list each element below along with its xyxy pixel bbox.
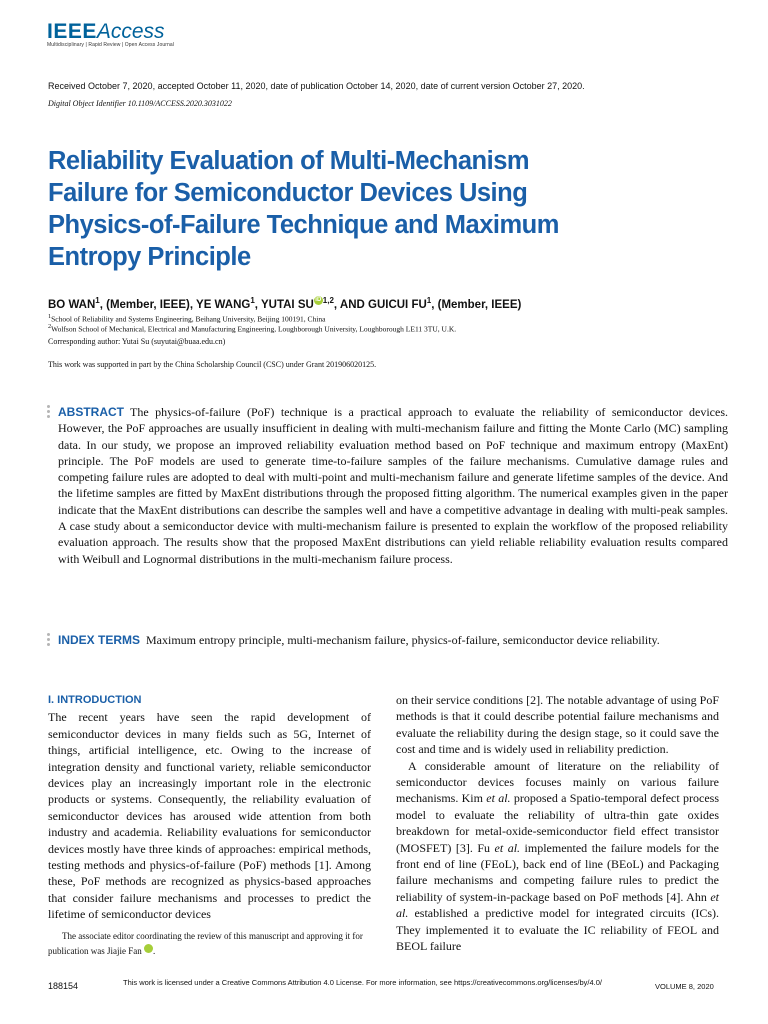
corresponding-author: Corresponding author: Yutai Su (suyutai@buaa.edu.cn) bbox=[48, 337, 226, 346]
abstract-text: The physics-of-failure (PoF) technique is a practical approach to evaluate the reliability of semiconductor devices. However, the PoF approaches are usually insufficient in dealing with multi-mechanism failure and fitting the Monte Carlo (MC) sampling data. In our study, we propose an improved reliability evaluation method based on PoF technique and maximum entropy (MaxEnt) principle. The PoF models are used to generate time-to-failure samples of the failure mechanisms. Cumulative damage rules and competing failure rules are adopted to deal with multi-point and multi-mechanism failure and generate lifetime samples of the device. And the lifetime samples are fitted by MaxEnt distributions through the proposed fitting algorithm. The numerical examples given in the paper indicate that the MaxEnt distributions can describe the samples well and have a competitive advantage in dealing with multi-peak samples. A case study about a semiconductor device with multi-mechanism failure is presented to explain the workflow of the proposed reliability evaluation approach. The results show that the proposed MaxEnt distributions can yield reliable reliability evaluation results compared with Weibull and Lognormal distributions in the multi-mechanism failure process. bbox=[58, 405, 728, 566]
paragraph bbox=[396, 758, 719, 955]
footnote-text: The associate editor coordinating the review of this manuscript and approving it for publication was Jiajie Fan bbox=[48, 931, 363, 956]
index-terms-text: Maximum entropy principle, multi-mechanism failure, physics-of-failure, semiconductor device reliability. bbox=[146, 633, 660, 647]
orcid-icon[interactable]: iD bbox=[315, 297, 322, 303]
paper-title: Reliability Evaluation of Multi-Mechanism Failure for Semiconductor Devices Using Physics-of-Failure Technique and Maximum Entropy Principle bbox=[48, 147, 559, 271]
journal-logo bbox=[47, 20, 174, 48]
author-list bbox=[48, 296, 521, 311]
affiliation-marker: 1 bbox=[250, 296, 255, 305]
footnote-end: . bbox=[152, 946, 156, 956]
affiliation-marker: 1 bbox=[95, 296, 100, 305]
affiliation-text: Wolfson School of Mechanical, Electrical and Manufacturing Engineering, Loughborough University, Loughborough LE11 3TU, U.K. bbox=[51, 324, 457, 334]
abstract-heading: ABSTRACT bbox=[58, 405, 124, 419]
license-notice[interactable]: This work is licensed under a Creative Commons Attribution 4.0 License. For more information, see https://creativecommons.org/licenses/by/4.0/ bbox=[123, 978, 602, 987]
volume-label: VOLUME 8, 2020 bbox=[655, 982, 714, 991]
text-run: et al. bbox=[494, 840, 521, 855]
footnote bbox=[48, 929, 371, 959]
text-run: A considerable amount of literature on the reliability of semiconductor devices focuses mainly on various failure mechanisms. Kim bbox=[396, 758, 719, 806]
author-name: , YUTAI SU bbox=[254, 298, 314, 311]
index-terms-heading: INDEX TERMS bbox=[58, 633, 141, 647]
journal-tagline: Multidisciplinary | Rapid Review | Open Access Journal bbox=[47, 42, 174, 48]
affiliation-text: School of Reliability and Systems Engineering, Beihang University, Beijing 100191, China bbox=[51, 314, 326, 324]
logo-access: Access bbox=[96, 20, 165, 43]
text-run: established a predictive model for integrated circuits (ICs). They implemented it to evaluate the IC reliability of FEOL and BEOL failure bbox=[396, 906, 719, 954]
text-run: et al. bbox=[396, 889, 719, 921]
affiliation-marker: 1 bbox=[48, 313, 52, 320]
section-marker-icon bbox=[47, 633, 51, 648]
funding-note: This work was supported in part by the China Scholarship Council (CSC) under Grant 201906020125. bbox=[48, 360, 377, 369]
doi: Digital Object Identifier 10.1109/ACCESS.2020.3031022 bbox=[48, 99, 232, 108]
affiliation-marker: 2 bbox=[48, 323, 52, 330]
index-terms bbox=[58, 632, 728, 648]
author-role: , (Member, IEEE) bbox=[431, 298, 522, 311]
text-run: proposed a Spatio-temporal defect process model to evaluate the reliability of ultra-thin gate oxides breakdown for metal-oxide-semiconductor field effect transistor (MOSFET) [3]. Fu bbox=[396, 791, 719, 855]
logo-ieee: IEEE bbox=[47, 20, 97, 43]
abstract bbox=[58, 404, 728, 567]
affiliation-marker: 1 bbox=[426, 296, 432, 305]
author-name: , AND GUICUI FU bbox=[333, 298, 427, 311]
paragraph: The recent years have seen the rapid development of semiconductor devices in many fields such as 5G, Internet of things, artificial intelligence, etc. Owing to the increase of integration density and functional variety, reliable semiconductor devices play an increasingly important role in the electronic products or systems. Consequently, the reliability evaluation of semiconductor devices has aroused wide attention from both industry and academia. Reliability evaluations for semiconductor devices mostly have three kinds of approaches: empirical methods, testing methods and physics-of-failure (PoF) methods [1]. Among these, PoF methods are recognized as physics-based approaches that consider failure mechanisms and processes to predict the lifetime of semiconductor devices bbox=[48, 710, 371, 922]
right-column bbox=[396, 692, 719, 955]
author-name: BO WAN bbox=[48, 298, 96, 311]
received-dates: Received October 7, 2020, accepted October 11, 2020, date of publication October 14, 2020, date of current version October 27, 2020. bbox=[48, 81, 585, 91]
orcid-icon[interactable]: iD bbox=[144, 944, 153, 953]
section-heading: I. INTRODUCTION bbox=[48, 694, 142, 706]
author-name: , (Member, IEEE), YE WANG bbox=[99, 298, 251, 311]
affiliation-1 bbox=[48, 313, 325, 324]
text-run: implemented the failure models for the front end of line (FEoL), back end of line (BEoL) and Packaging failure mechanisms and competing failure rules to predict the reliability of system-in-package based on PoF methods [4]. Ahn bbox=[396, 840, 719, 904]
left-column bbox=[48, 692, 371, 923]
text-run: et al. bbox=[486, 791, 511, 806]
section-marker-icon bbox=[47, 405, 51, 420]
paragraph: on their service conditions [2]. The notable advantage of using PoF methods is that it could describe potential failure mechanisms and evaluate the reliability during the design stage, so it could save the cost and time and is widely used in reliability prediction. bbox=[396, 693, 719, 757]
affiliation-2 bbox=[48, 323, 456, 334]
affiliation-marker: 1,2 bbox=[322, 296, 334, 305]
page-number: 188154 bbox=[48, 981, 79, 991]
